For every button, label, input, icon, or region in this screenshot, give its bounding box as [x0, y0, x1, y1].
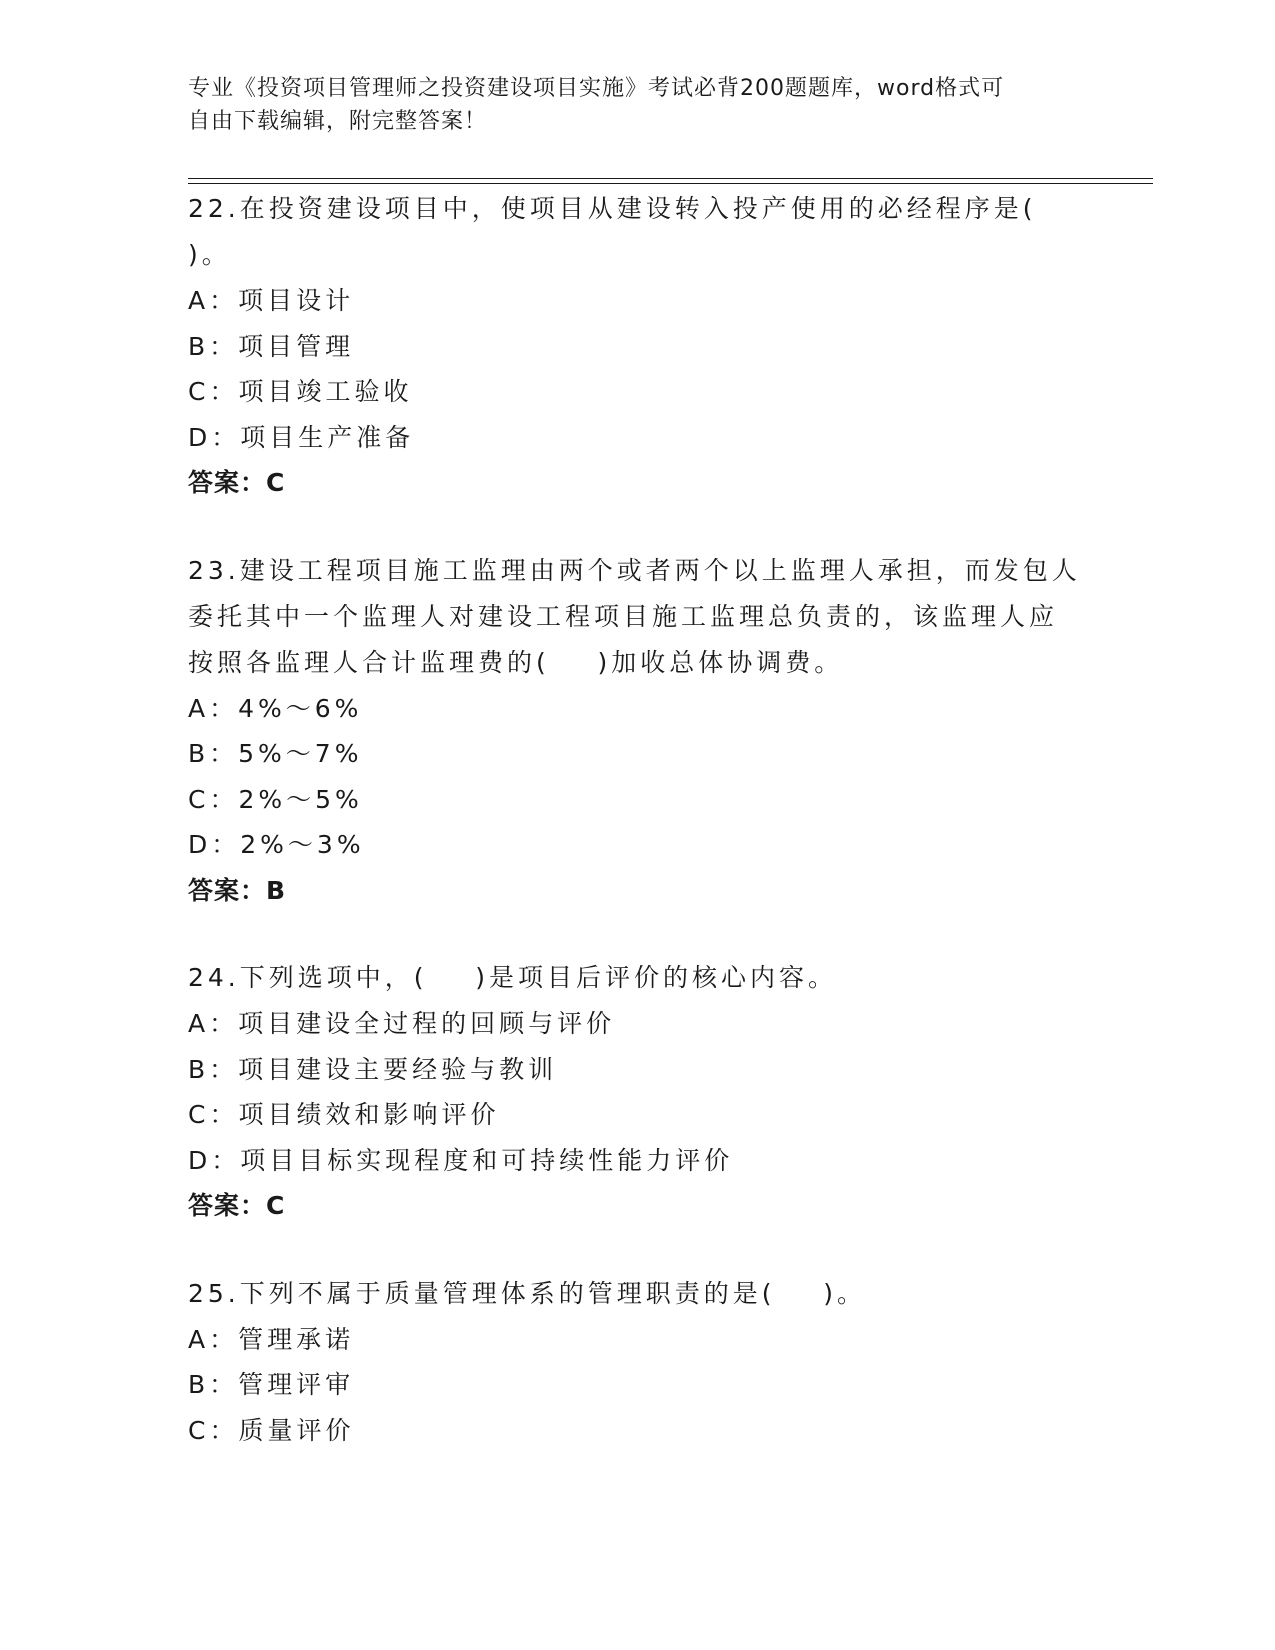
- option-b: B：项目管理: [188, 331, 355, 361]
- question-stem-line: 委托其中一个监理人对建设工程项目施工监理总负责的，该监理人应: [188, 601, 1059, 631]
- header-divider-bottom: [188, 183, 1153, 184]
- question-stem-line: 23.建设工程项目施工监理由两个或者两个以上监理人承担，而发包人: [188, 555, 1081, 585]
- question-stem-line: 22.在投资建设项目中，使项目从建设转入投产使用的必经程序是(: [188, 194, 1037, 223]
- option-c: C：项目绩效和影响评价: [188, 1100, 500, 1129]
- option-d: D：2%～3%: [188, 830, 365, 859]
- option-b: B：5%～7%: [188, 739, 363, 768]
- question-25: [188, 1271, 1088, 1454]
- question-stem-line: 25.下列不属于质量管理体系的管理职责的是( )。: [188, 1278, 867, 1308]
- option-b: B：管理评审: [188, 1370, 355, 1399]
- option-d: D：项目生产准备: [188, 422, 415, 452]
- header-line-1: 专业《投资项目管理师之投资建设项目实施》考试必背200题题库，word格式可: [188, 76, 1005, 101]
- option-d: D：项目目标实现程度和可持续性能力评价: [188, 1145, 734, 1175]
- option-c: C：项目竣工验收: [188, 377, 413, 406]
- question-24: [188, 955, 1088, 1229]
- header-divider-top: [188, 178, 1153, 179]
- question-stem-line: 按照各监理人合计监理费的( )加收总体协调费。: [188, 647, 844, 677]
- option-a: A：项目建设全过程的回顾与评价: [188, 1009, 616, 1038]
- answer-label: 答案：B: [188, 875, 287, 905]
- answer-label: 答案：C: [188, 468, 286, 497]
- option-c: C：质量评价: [188, 1415, 355, 1445]
- option-a: A：4%～6%: [188, 693, 363, 723]
- document-header: [188, 72, 1088, 138]
- question-list: [188, 186, 1088, 1495]
- option-b: B：项目建设主要经验与教训: [188, 1054, 558, 1084]
- question-23: [188, 548, 1088, 914]
- option-c: C：2%～5%: [188, 784, 363, 814]
- question-stem-line: 24.下列选项中，( )是项目后评价的核心内容。: [188, 963, 838, 992]
- answer-label: 答案：C: [188, 1191, 286, 1220]
- option-a: A：项目设计: [188, 286, 355, 315]
- option-a: A：管理承诺: [188, 1324, 355, 1354]
- question-22: [188, 186, 1088, 506]
- header-line-2: 自由下载编辑，附完整答案！: [188, 109, 488, 134]
- question-stem-line: )。: [188, 240, 231, 269]
